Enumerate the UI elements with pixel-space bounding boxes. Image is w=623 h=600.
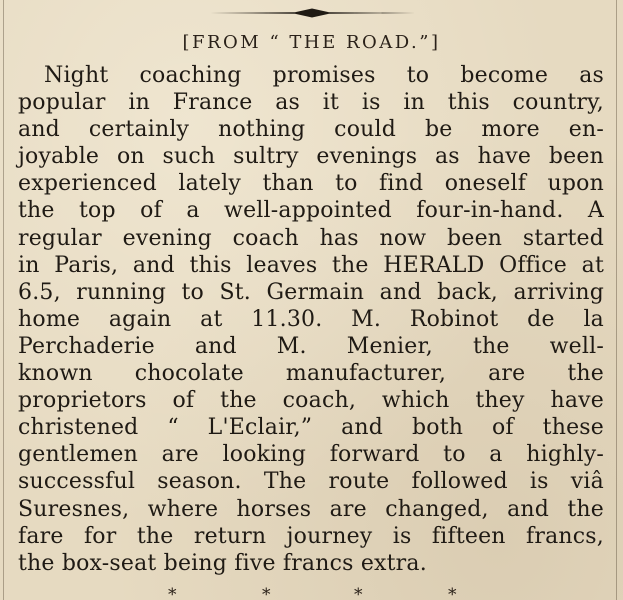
article-line: 6.5, running to St. Germain and back, arriving (18, 279, 604, 305)
article-line: in Paris, and this leaves the HERALD Office at (18, 252, 604, 278)
column-rule-right (616, 0, 617, 600)
column-rule-left (3, 0, 4, 600)
ornamental-rule (210, 8, 415, 18)
divider-star: * (448, 585, 457, 600)
article-line: experienced lately than to find oneself upon (18, 171, 604, 197)
article-line: and certainly nothing could be more en- (18, 117, 604, 143)
article-line: gentlemen are looking forward to a highly- (18, 442, 604, 468)
article-line: known chocolate manufacturer, are the (18, 361, 604, 387)
article-line: fare for the return journey is fifteen francs, (18, 523, 604, 549)
article-line: regular evening coach has now been started (18, 225, 604, 251)
divider-star: * (168, 585, 177, 600)
section-divider-stars (0, 585, 623, 600)
article-line: christened “ L'Eclair,” and both of these (18, 415, 604, 441)
article-line: Perchaderie and M. Menier, the well- (18, 333, 604, 359)
article-line: home again at 11.30. M. Robinot de la (18, 306, 604, 332)
article-line: the box-seat being five francs extra. (18, 550, 427, 576)
divider-star: * (354, 585, 363, 600)
article-body (18, 62, 604, 577)
article-line: successful season. The route followed is viâ (18, 469, 604, 495)
article-line: Suresnes, where horses are changed, and the (18, 496, 604, 522)
article-line: joyable on such sultry evenings as have been (18, 144, 604, 170)
article-line: the top of a well-appointed four-in-hand. A (18, 198, 604, 224)
article-line: proprietors of the coach, which they have (18, 388, 604, 414)
article-line: popular in France as it is in this country, (18, 90, 604, 116)
article-header: [FROM “ THE ROAD.”] (182, 32, 441, 53)
article-line: Night coaching promises to become as (44, 63, 604, 88)
divider-star: * (262, 585, 271, 600)
